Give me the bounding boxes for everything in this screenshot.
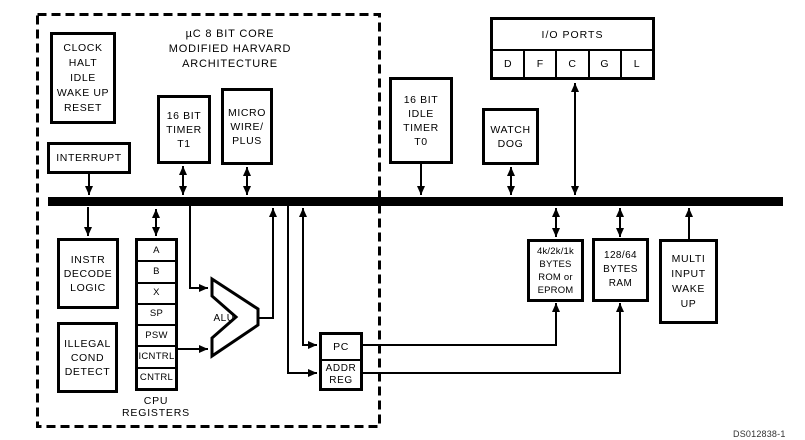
doc-id-label: DS012838-1 bbox=[733, 429, 786, 439]
ram-box: 128/64 BYTES RAM bbox=[592, 238, 649, 302]
wakeup-box: MULTI INPUT WAKE UP bbox=[659, 239, 718, 324]
wire-bus-to-alu-top bbox=[190, 206, 208, 288]
interrupt-label: INTERRUPT bbox=[56, 152, 122, 164]
register-cell-psw: PSW bbox=[138, 324, 175, 345]
io-port-cell-l: L bbox=[620, 51, 652, 77]
system-bus bbox=[48, 197, 783, 206]
register-cell-cntrl: CNTRL bbox=[138, 367, 175, 388]
clock-box: CLOCK HALT IDLE WAKE UP RESET bbox=[50, 32, 116, 124]
register-cell-a: A bbox=[153, 244, 160, 256]
pc-cell: PC bbox=[333, 341, 349, 353]
wire-alu-to-bus bbox=[258, 208, 273, 318]
wire-bus-pc bbox=[303, 208, 317, 345]
interrupt-box bbox=[47, 142, 131, 174]
io-ports-title: I/O PORTS bbox=[493, 20, 652, 51]
pc-addr-box bbox=[319, 332, 363, 391]
wire-pc-to-rom bbox=[362, 303, 556, 345]
register-cell-sp: SP bbox=[138, 303, 175, 324]
timer-t1-box: 16 BIT TIMER T1 bbox=[157, 95, 211, 164]
idle-timer-t0-box: 16 BIT IDLE TIMER T0 bbox=[389, 77, 453, 164]
addr-reg-cell: ADDR REG bbox=[322, 359, 360, 388]
io-port-cell-g: G bbox=[588, 51, 620, 77]
register-cell-b: B bbox=[138, 260, 175, 281]
cpu-registers-caption: CPU REGISTERS bbox=[122, 395, 190, 419]
illegal-cond-box: ILLEGAL COND DETECT bbox=[57, 322, 118, 393]
io-port-cell-d: D bbox=[504, 58, 513, 70]
register-cell-icntrl: ICNTRL bbox=[138, 345, 175, 366]
io-port-cell-c: C bbox=[555, 51, 587, 77]
io-ports-box bbox=[490, 17, 655, 80]
io-ports-row bbox=[493, 51, 652, 77]
microwire-box: MICRO WIRE/ PLUS bbox=[221, 88, 273, 165]
io-port-cell-f: F bbox=[523, 51, 555, 77]
core-title: µC 8 BIT CORE MODIFIED HARVARD ARCHITECTURE bbox=[168, 28, 292, 70]
wire-addr-reg-to-ram bbox=[362, 303, 620, 373]
register-cell-x: X bbox=[138, 282, 175, 303]
cpu-register-stack bbox=[135, 238, 178, 391]
instr-decode-box: INSTR DECODE LOGIC bbox=[57, 238, 119, 309]
watchdog-box: WATCH DOG bbox=[482, 108, 539, 165]
alu-label: ALU bbox=[213, 313, 235, 324]
rom-box: 4k/2k/1k BYTES ROM or EPROM bbox=[527, 239, 584, 302]
